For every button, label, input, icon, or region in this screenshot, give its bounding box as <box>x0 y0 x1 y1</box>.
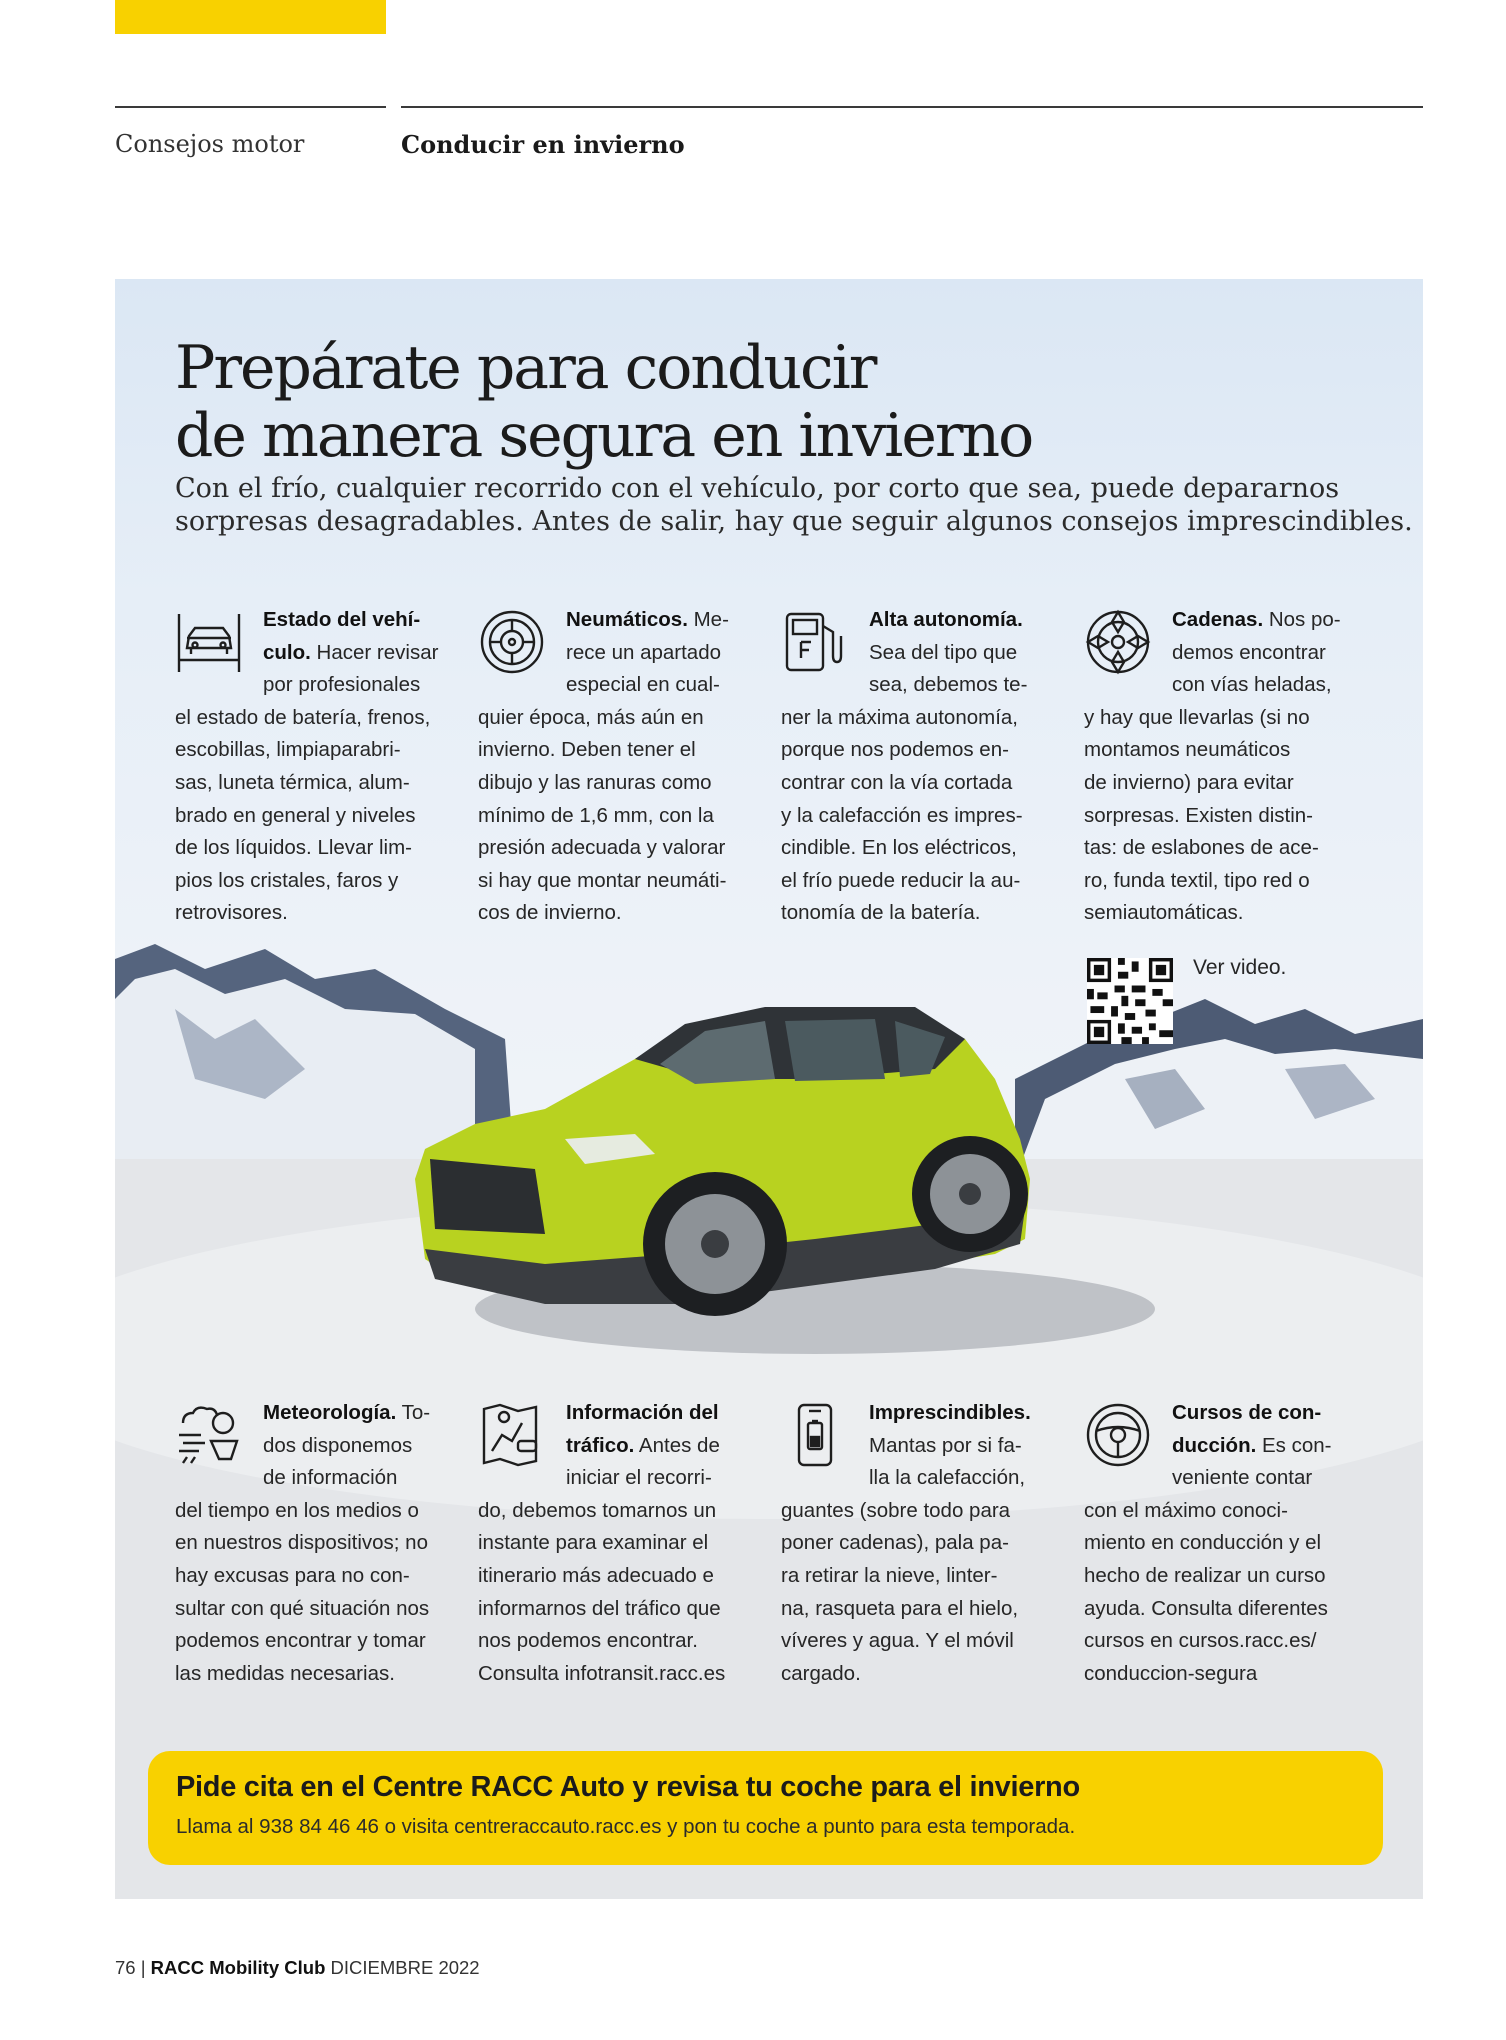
header-rule-right <box>401 106 1423 108</box>
article-title <box>175 334 1032 470</box>
tip-line: escobillas, limpiaparabri- <box>175 738 401 762</box>
tip-line: hay excusas para no con- <box>175 1563 410 1587</box>
tip-line: sea, debemos te- <box>869 673 1028 697</box>
tip-line: ra retirar la nieve, linter- <box>781 1563 998 1587</box>
phone-battery-icon <box>781 1401 849 1469</box>
issue-date: DICIEMBRE 2022 <box>330 1957 480 1978</box>
tip-imprescindibles <box>781 1397 1071 1690</box>
tip-line: montamos neumáticos <box>1084 738 1291 762</box>
cta-text: Llama al 938 84 46 46 o visita centreraccauto.racc.es y pon tu coche a punto para esta temporada. <box>176 1815 1076 1838</box>
tip-line: porque nos podemos en- <box>781 738 1009 762</box>
tip-line: si hay que montar neumáti- <box>478 868 727 892</box>
tip-neumaticos <box>478 604 768 930</box>
tire-icon <box>478 608 546 676</box>
tip-line: ducción. Es con- <box>1172 1433 1332 1457</box>
tip-title: Estado del vehí- <box>263 608 421 631</box>
tip-line: ner la máxima autonomía, <box>781 705 1019 729</box>
tip-line: nos podemos encontrar. <box>478 1629 698 1653</box>
page-number: 76 <box>115 1957 136 1978</box>
tip-line: poner cadenas), pala pa- <box>781 1531 1009 1555</box>
tip-line: retrovisores. <box>175 901 288 925</box>
tip-line: tonomía de la batería. <box>781 901 981 925</box>
weather-icon <box>175 1401 243 1469</box>
tip-line: Consulta infotransit.racc.es <box>478 1661 726 1685</box>
tip-line: demos encontrar <box>1172 640 1326 664</box>
tip-line: Sea del tipo que <box>869 640 1018 664</box>
tip-line: con el máximo conoci- <box>1084 1498 1288 1522</box>
tip-title: Cursos de con- <box>1172 1401 1322 1424</box>
tip-line: y hay que llevarlas (si no <box>1084 705 1310 729</box>
article-intro-line: Con el frío, cualquier recorrido con el vehículo, por corto que sea, puede depararnos <box>175 473 1340 504</box>
tip-title: Información del <box>566 1401 719 1424</box>
tip-line: Mantas por si fa- <box>869 1433 1022 1457</box>
tip-line: veniente contar <box>1172 1466 1313 1490</box>
tip-line: Meteorología. To- <box>263 1401 431 1424</box>
tip-line: por profesionales <box>263 673 421 697</box>
tip-line: las medidas necesarias. <box>175 1661 395 1685</box>
footer-separator: | <box>140 1957 146 1978</box>
tip-line: iniciar el recorri- <box>566 1466 712 1490</box>
tip-line: miento en conducción y el <box>1084 1531 1322 1555</box>
tip-line: dos disponemos <box>263 1433 413 1457</box>
topic-label: Conducir en invierno <box>401 130 685 159</box>
steering-wheel-icon <box>1084 1401 1152 1469</box>
cta-title: Pide cita en el Centre RACC Auto y revisa tu coche para el invierno <box>176 1771 1080 1803</box>
article-intro <box>175 472 1413 538</box>
accent-tab <box>115 0 386 34</box>
tip-line: con vías heladas, <box>1172 673 1332 697</box>
tip-line: cindible. En los eléctricos, <box>781 836 1017 860</box>
tip-line: dibujo y las ranuras como <box>478 770 712 794</box>
tip-line: ayuda. Consulta diferentes <box>1084 1596 1328 1620</box>
tip-line: quier época, más aún en <box>478 705 704 729</box>
tip-line: y la calefacción es impres- <box>781 803 1023 827</box>
tip-cadenas <box>1084 604 1374 930</box>
section-label: Consejos motor <box>115 130 305 158</box>
tip-line: sorpresas. Existen distin- <box>1084 803 1314 827</box>
tip-line: podemos encontrar y tomar <box>175 1629 426 1653</box>
video-link[interactable]: Ver video. <box>1193 956 1287 979</box>
tip-line: cursos en cursos.racc.es/ <box>1084 1629 1317 1653</box>
tip-line: especial en cual- <box>566 673 720 697</box>
tip-line: Cadenas. Nos po- <box>1172 608 1341 631</box>
tip-line: hecho de realizar un curso <box>1084 1563 1326 1587</box>
tip-line: de los líquidos. Llevar lim- <box>175 836 412 860</box>
tip-line: culo. Hacer revisar <box>263 640 439 664</box>
tip-line: guantes (sobre todo para <box>781 1498 1011 1522</box>
tip-line: itinerario más adecuado e <box>478 1563 714 1587</box>
tip-line: na, rasqueta para el hielo, <box>781 1596 1019 1620</box>
tip-line: el estado de batería, frenos, <box>175 705 431 729</box>
tip-line: tráfico. Antes de <box>566 1433 720 1457</box>
snow-chain-wheel-icon <box>1084 608 1152 676</box>
tip-line: rece un apartado <box>566 640 722 664</box>
tip-alta-autonomia <box>781 604 1071 930</box>
tip-line: brado en general y niveles <box>175 803 416 827</box>
tip-line: instante para examinar el <box>478 1531 709 1555</box>
header-rule-left <box>115 106 386 108</box>
tip-line: el frío puede reducir la au- <box>781 868 1021 892</box>
tip-line: víveres y agua. Y el móvil <box>781 1629 1014 1653</box>
tip-informacion-trafico <box>478 1397 768 1690</box>
qr-code-icon[interactable] <box>1087 958 1173 1044</box>
article-title-line: de manera segura en invierno <box>175 401 1033 471</box>
tip-line: semiautomáticas. <box>1084 901 1244 925</box>
tip-line: contrar con la vía cortada <box>781 770 1013 794</box>
tip-line: sas, luneta térmica, alum- <box>175 770 410 794</box>
tip-line: Neumáticos. Me- <box>566 608 729 631</box>
tip-line: cargado. <box>781 1661 861 1685</box>
fuel-pump-icon <box>781 608 849 676</box>
tip-line: lla la calefacción, <box>869 1466 1026 1490</box>
tip-estado-vehiculo <box>175 604 465 930</box>
publication-name: RACC Mobility Club <box>150 1957 326 1978</box>
tip-line: de invierno) para evitar <box>1084 770 1294 794</box>
tip-line: ro, funda textil, tipo red o <box>1084 868 1310 892</box>
tip-line: de información <box>263 1466 398 1490</box>
tip-line: invierno. Deben tener el <box>478 738 696 762</box>
tip-line: tas: de eslabones de ace- <box>1084 836 1319 860</box>
tip-line: mínimo de 1,6 mm, con la <box>478 803 714 827</box>
tip-line: cos de invierno. <box>478 901 622 925</box>
tip-line: informarnos del tráfico que <box>478 1596 721 1620</box>
tip-line: do, debemos tomarnos un <box>478 1498 717 1522</box>
tip-line: del tiempo en los medios o <box>175 1498 419 1522</box>
car-lift-icon <box>175 608 243 676</box>
tip-line: pios los cristales, faros y <box>175 868 399 892</box>
tip-line: conduccion-segura <box>1084 1661 1258 1685</box>
tip-cursos-conduccion <box>1084 1397 1374 1690</box>
cta-banner <box>148 1751 1383 1865</box>
tip-title: Alta autonomía. <box>869 608 1023 631</box>
tip-title: Imprescindibles. <box>869 1401 1031 1424</box>
article-title-line: Prepárate para conducir <box>175 333 876 403</box>
tip-line: en nuestros dispositivos; no <box>175 1531 428 1555</box>
page-footer <box>115 1957 480 1979</box>
article-panel <box>115 279 1423 1899</box>
tip-line: presión adecuada y valorar <box>478 836 726 860</box>
tip-line: sultar con qué situación nos <box>175 1596 430 1620</box>
tip-meteorologia <box>175 1397 465 1690</box>
traffic-map-icon <box>478 1401 546 1469</box>
article-intro-line: sorpresas desagradables. Antes de salir, hay que seguir algunos consejos imprescindibles. <box>175 506 1413 537</box>
